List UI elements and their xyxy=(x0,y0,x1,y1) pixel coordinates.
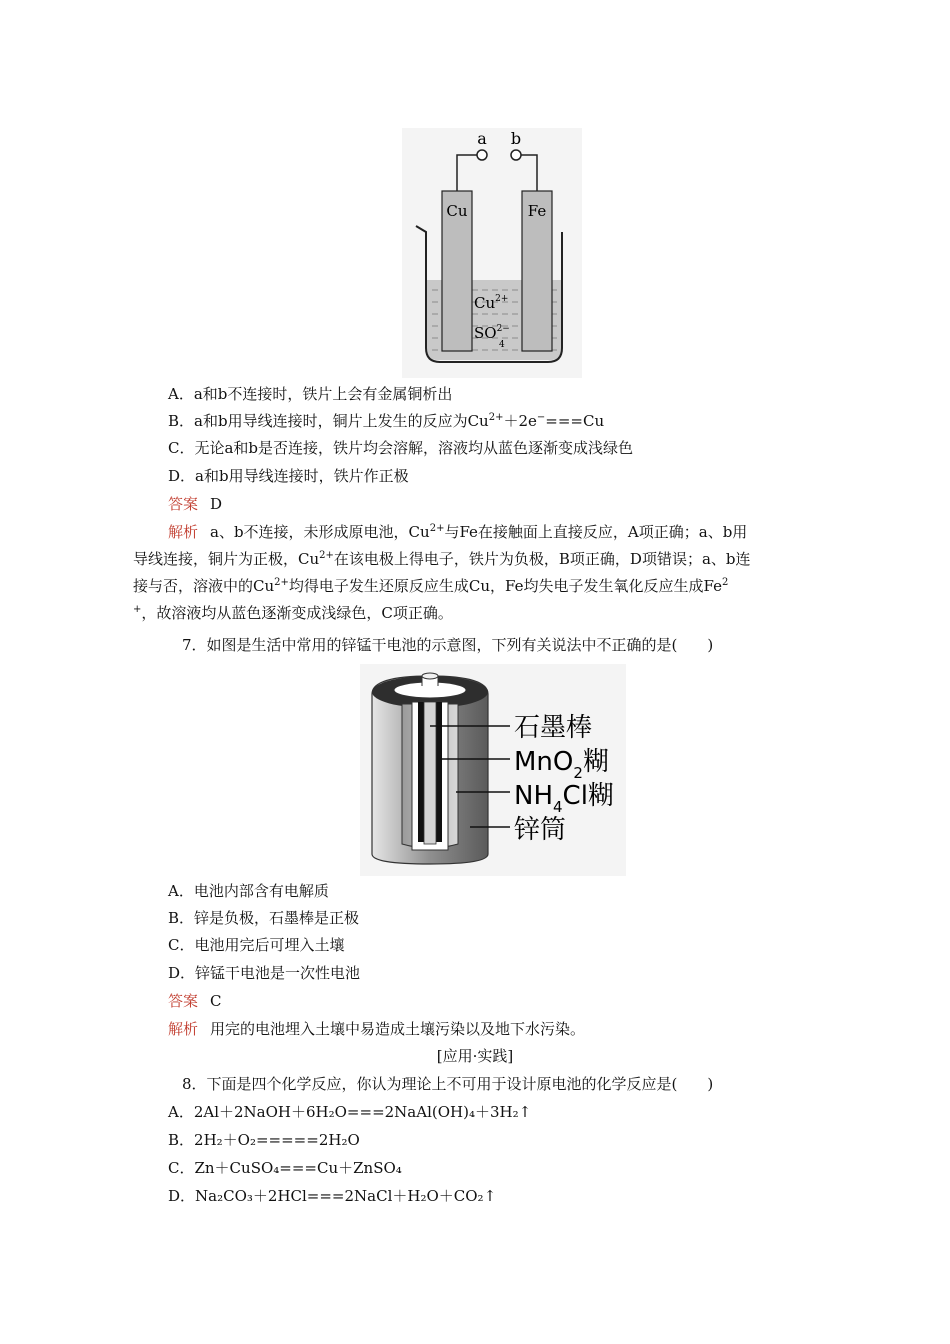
q7-option-a: A．电池内部含有电解质 xyxy=(168,882,329,900)
q8-stem: 8．下面是四个化学反应，你认为理论上不可用于设计原电池的化学反应是( ) xyxy=(182,1075,714,1093)
q6-option-c: C．无论a和b是否连接，铁片均会溶解，溶液均从蓝色逐渐变成浅绿色 xyxy=(168,439,634,457)
q6-option-d: D．a和b用导线连接时，铁片作正极 xyxy=(168,467,409,485)
terminal-a-label: a xyxy=(477,129,487,148)
q8-option-b: B．2H₂＋O₂=====2H₂O xyxy=(168,1131,360,1149)
q6-analysis-line2: 导线连接，铜片为正极，$Cu^{2+}$在该电极上得电子，铁片为负极，B项正确，D项错误；a、b连 xyxy=(133,550,751,568)
nh4cl-paste-label: $NH_4Cl$糊 xyxy=(514,781,614,816)
terminal-b-label: b xyxy=(510,129,522,148)
q7-option-d: D．锌锰干电池是一次性电池 xyxy=(168,964,361,982)
q6-option-a: A．a和b不连接时，铁片上会有金属铜析出 xyxy=(168,385,453,403)
q6-analysis-line4: +，故溶液均从蓝色逐渐变成浅绿色，C项正确。 xyxy=(133,604,453,622)
sulfate-ion-label: $SO^{2-}$ xyxy=(474,324,510,342)
cu-ion-label: $Cu^{2+}$ xyxy=(474,294,509,312)
beaker-cell-figure xyxy=(402,128,582,378)
q6-answer: 答案 D xyxy=(168,495,223,513)
q7-option-c: C．电池用完后可埋入土壤 xyxy=(168,936,345,954)
q7-analysis: 解析 用完的电池埋入土壤中易造成土壤污染以及地下水污染。 xyxy=(168,1020,586,1038)
zinc-can-label: 锌筒 xyxy=(514,815,567,845)
q8-option-d: D．Na₂CO₃＋2HCl===2NaCl＋H₂O＋CO₂↑ xyxy=(168,1187,497,1205)
mno2-paste-label: MnO$_2$糊 xyxy=(514,747,609,782)
q7-option-b: B．锌是负极，石墨棒是正极 xyxy=(168,909,360,927)
fe-electrode-label: Fe xyxy=(527,202,547,220)
cu-electrode-label: Cu xyxy=(446,202,468,220)
q6-analysis-line3: 接与否，溶液中的$Cu^{2+}$均得电子发生还原反应生成Cu，Fe均失电子发生氧化反应生成Fe$^2$ xyxy=(133,577,729,595)
q6-analysis: 解析 a、b不连接，未形成原电池，$Cu^{2+}$与Fe在接触面上直接反应，A项正确；a、b用 xyxy=(168,523,748,541)
q6-option-b: B．a和b用导线连接时，铜片上发生的反应为$Cu^{2+}+2e^-===Cu$ xyxy=(168,412,605,430)
sulfate-subscript: 4 xyxy=(499,340,505,350)
q8-option-c: C．Zn＋CuSO₄===Cu＋ZnSO₄ xyxy=(168,1159,402,1177)
q7-stem: 7．如图是生活中常用的锌锰干电池的示意图，下列有关说法中不正确的是( ) xyxy=(182,636,714,654)
dry-battery-figure xyxy=(360,664,626,876)
graphite-rod-label: 石墨棒 xyxy=(514,713,593,743)
q7-answer: 答案 C xyxy=(168,992,222,1010)
analysis-label: 解析 xyxy=(168,523,199,541)
q8-option-a: A．2Al＋2NaOH＋6H₂O===2NaAl(OH)₄＋3H₂↑ xyxy=(168,1103,532,1121)
section-heading: [应用·实践] xyxy=(436,1047,514,1065)
answer-label: 答案 xyxy=(168,495,199,513)
